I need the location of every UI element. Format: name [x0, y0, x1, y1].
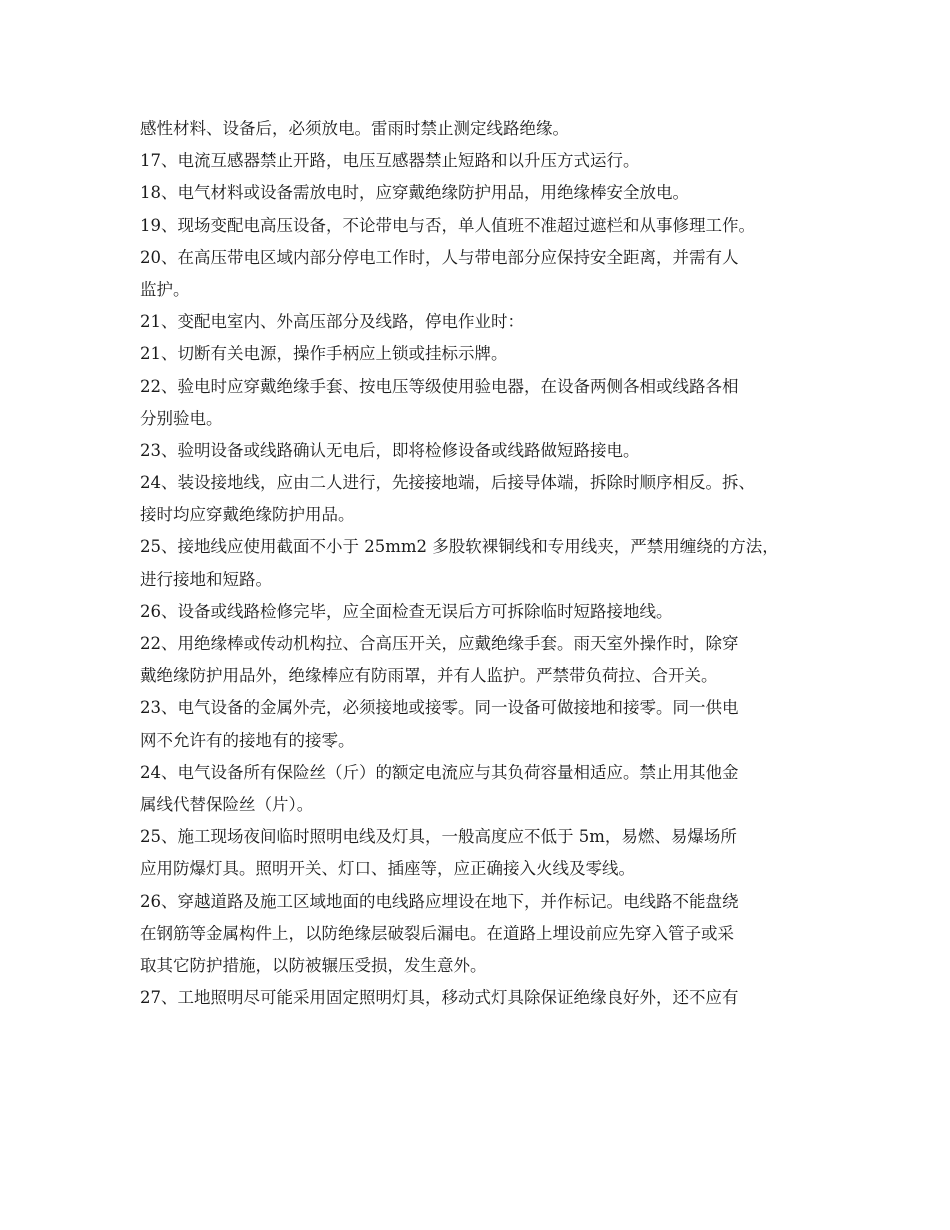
text-line: 23、电气设备的金属外壳，必须接地或接零。同一设备可做接地和接零。同一供电	[140, 698, 739, 718]
text-line: 接时均应穿戴绝缘防护用品。	[140, 505, 355, 525]
text-line: 27、工地照明尽可能采用固定照明灯具，移动式灯具除保证绝缘良好外，还不应有	[140, 988, 739, 1008]
document-body	[140, 113, 830, 1014]
text-line: 网不允许有的接地有的接零。	[140, 730, 355, 750]
text-line: 应用防爆灯具。照明开关、灯口、插座等，应正确接入火线及零线。	[140, 859, 635, 879]
text-line: 26、穿越道路及施工区域地面的电线路应埋设在地下，并作标记。电线路不能盘绕	[140, 891, 739, 911]
text-line: 感性材料、设备后，必须放电。雷雨时禁止测定线路绝缘。	[140, 119, 569, 138]
text-line: 25、施工现场夜间临时照明电线及灯具，一般高度应不低于 5m，易燃、易爆场所	[140, 827, 737, 847]
text-line: 21、切断有关电源，操作手柄应上锁或挂标示牌。	[140, 344, 508, 364]
text-line: 取其它防护措施，以防被辗压受损，发生意外。	[140, 955, 487, 975]
text-line: 20、在高压带电区域内部分停电工作时，人与带电部分应保持安全距离，并需有人	[140, 247, 739, 267]
text-line: 18、电气材料或设备需放电时，应穿戴绝缘防护用品，用绝缘棒安全放电。	[140, 183, 689, 203]
text-line: 26、设备或线路检修完毕，应全面检查无误后方可拆除临时短路接地线。	[140, 601, 673, 621]
text-line: 23、验明设备或线路确认无电后，即将检修设备或线路做短路接电。	[140, 440, 640, 460]
text-line: 分别验电。	[140, 408, 223, 428]
text-line: 戴绝缘防护用品外，绝缘棒应有防雨罩，并有人监护。严禁带负荷拉、合开关。	[140, 666, 718, 686]
text-line: 21、变配电室内、外高压部分及线路，停电作业时：	[140, 312, 524, 332]
text-line: 监护。	[140, 279, 190, 299]
text-line: 属线代替保险丝（片）。	[140, 794, 314, 814]
text-line: 24、装设接地线，应由二人进行，先接接地端，后接导体端，拆除时顺序相反。拆、	[140, 473, 755, 493]
text-line: 22、用绝缘棒或传动机构拉、合高压开关，应戴绝缘手套。雨天室外操作时，除穿	[140, 634, 739, 653]
text-line: 19、现场变配电高压设备，不论带电与否，单人值班不准超过遮栏和从事修理工作。	[140, 215, 755, 235]
text-line: 22、验电时应穿戴绝缘手套、按电压等级使用验电器，在设备两侧各相或线路各相	[140, 376, 739, 396]
text-line: 进行接地和短路。	[140, 569, 272, 589]
text-line: 在钢筋等金属构件上，以防绝缘层破裂后漏电。在道路上埋设前应先穿入管子或采	[140, 923, 734, 943]
text-line: 24、电气设备所有保险丝（斤）的额定电流应与其负荷容量相适应。禁止用其他金	[140, 762, 739, 782]
text-line: 25、接地线应使用截面不小于 25mm2 多股软裸铜线和专用线夹，严禁用缠绕的方法，	[140, 537, 779, 557]
text-line: 17、电流互感器禁止开路，电压互感器禁止短路和以升压方式运行。	[140, 151, 640, 171]
